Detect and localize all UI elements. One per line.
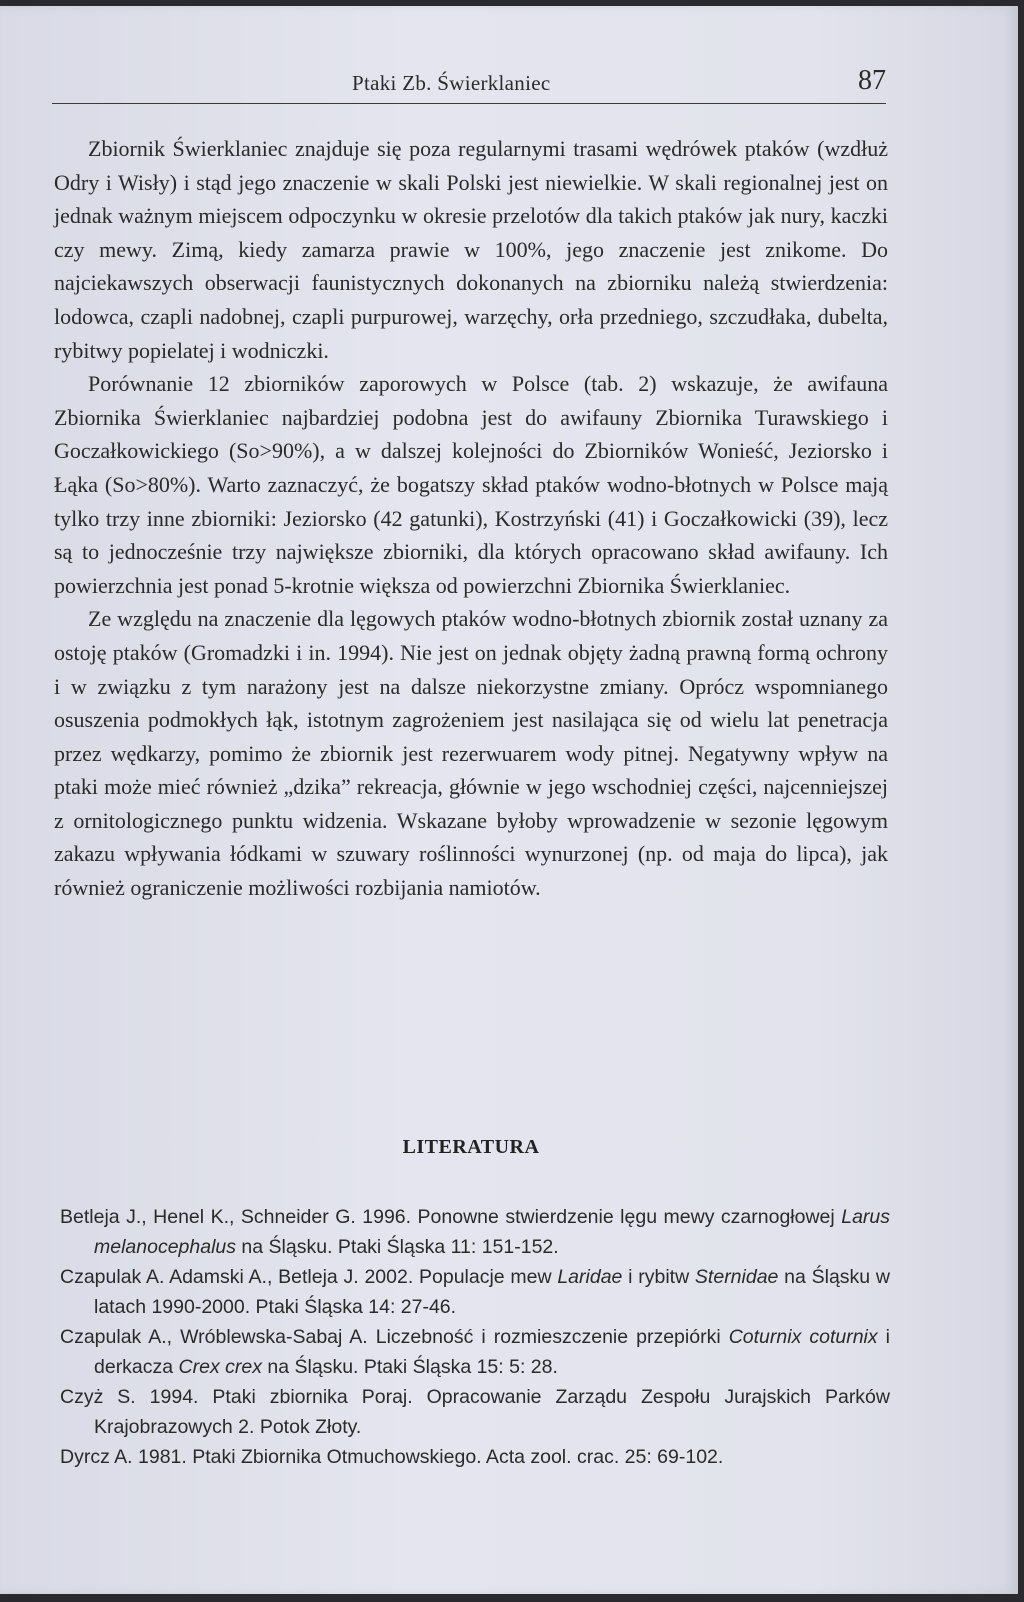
page-number: 87 (858, 65, 886, 96)
paragraph: Zbiornik Świerklaniec znajduje się poza regularnymi trasami wędrówek ptaków (wzdłuż Odry i Wisły) i stąd jego znaczenie w skali Polski jest niewielkie. W skali regionalnej jest on jednak ważnym miejscem odpoczynku w okresie przelotów dla takich ptaków jak nury, kaczki czy mewy. Zimą, kiedy zamarza prawie w 100%, jego znaczenie jest znikome. Do najciekawszych obserwacji faunistycznych dokonanych na zbiorniku należą stwierdzenia: lodowca, czapli nadobnej, czapli purpurowej, warzęchy, orła przedniego, szczudłaka, dubelta, rybitwy popielatej i wodniczki. (54, 136, 888, 363)
reference-item: Czyż S. 1994. Ptaki zbiornika Poraj. Opracowanie Zarządu Zespołu Jurajskich Parków Krajobrazowych 2. Potok Złoty. (60, 1386, 890, 1438)
reference-list (60, 1202, 890, 1472)
paragraph: Ze względu na znaczenie dla lęgowych ptaków wodno-błotnych zbiornik został uznany za ostoję ptaków (Gromadzki i in. 1994). Nie jest on jednak objęty żadną prawną formą ochrony i w związku z tym narażony jest na dalsze niekorzystne zmiany. Oprócz wspomnianego osuszenia podmokłych łąk, istotnym zagrożeniem jest nasilająca się od wielu lat penetracja przez wędkarzy, pomimo że zbiornik jest rezerwuarem wody pitnej. Negatywny wpływ na ptaki może mieć również „dzika” rekreacja, głównie w jego wschodniej części, najcenniejszej z ornitologicznego punktu widzenia. Wskazane byłoby wprowadzenie w sezonie lęgowym zakazu wpływania łódkami w szuwary roślinności wynurzonej (np. od maja do lipca), jak również ograniczenie możliwości rozbijania namiotów. (54, 606, 888, 901)
page-header (52, 61, 886, 104)
book-page (0, 6, 1018, 1594)
literature-heading: LITERATURA (402, 1136, 540, 1158)
reference-item: Czapulak A. Adamski A., Betleja J. 2002. Populacje mew Laridae i rybitw Sternidae na Śląsku w latach 1990-2000. Ptaki Śląska 14: 27-46. (60, 1266, 890, 1318)
body-text (54, 132, 888, 905)
reference-item: Dyrcz A. 1981. Ptaki Zbiornika Otmuchowskiego. Acta zool. crac. 25: 69-102. (60, 1446, 724, 1468)
reference-item: Czapulak A., Wróblewska-Sabaj A. Liczebność i rozmieszczenie przepiórki Coturnix coturnix i derkacza Crex crex na Śląsku. Ptaki Śląska 15: 5: 28. (60, 1326, 891, 1378)
reference-item: Betleja J., Henel K., Schneider G. 1996. Ponowne stwierdzenie lęgu mewy czarnogłowej Larus melanocephalus na Śląsku. Ptaki Śląska 11: 151-152. (60, 1206, 890, 1258)
paragraph: Porównanie 12 zbiorników zaporowych w Polsce (tab. 2) wskazuje, że awifauna Zbiornika Świerklaniec najbardziej podobna jest do awifauny Zbiornika Turawskiego i Goczałkowickiego (So>90%), a w dalszej kolejności do Zbiorników Wonieść, Jeziorsko i Łąka (So>80%). Warto zaznaczyć, że bogatszy skład ptaków wodno-błotnych w Polsce mają tylko trzy inne zbiorniki: Jeziorsko (42 gatunki), Kostrzyński (41) i Goczałkowicki (39), lecz są to jednocześnie trzy największe zbiorniki, dla których opracowano skład awifauny. Ich powierzchnia jest ponad 5-krotnie większa od powierzchni Zbiornika Świerklaniec. (54, 371, 888, 598)
running-title: Ptaki Zb. Świerklaniec (352, 71, 551, 95)
